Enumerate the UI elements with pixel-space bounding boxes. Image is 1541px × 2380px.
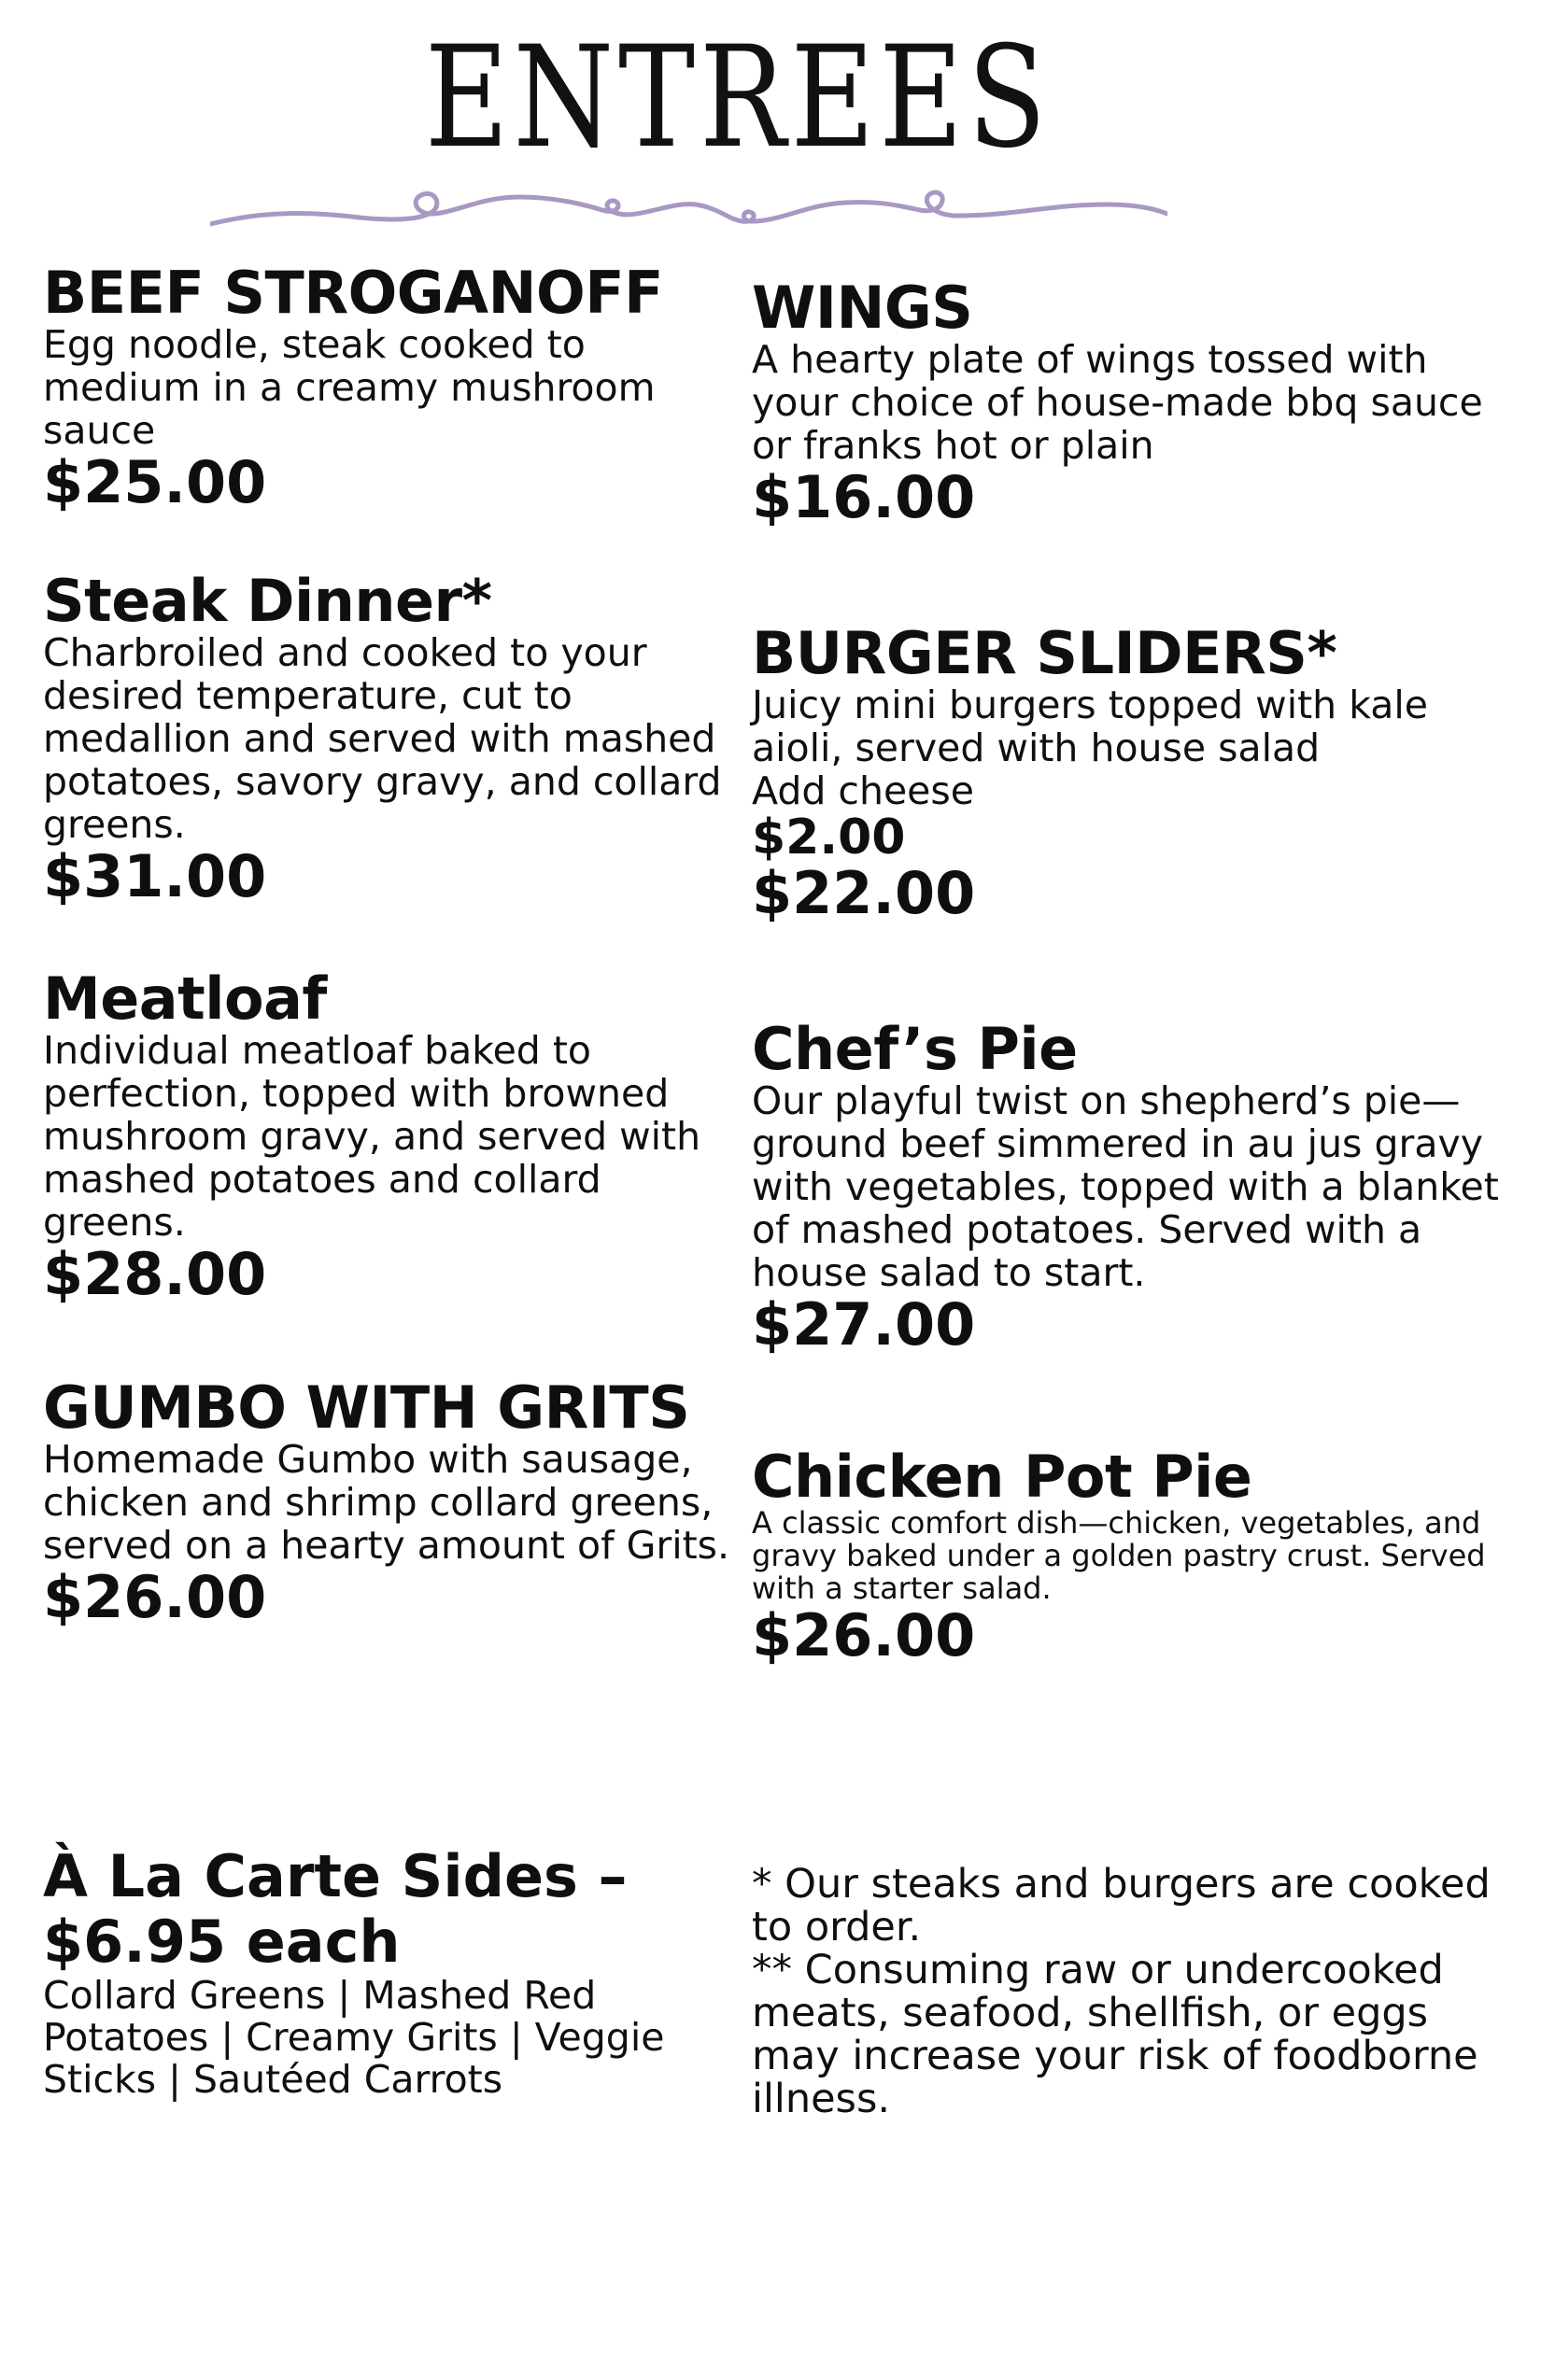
item-name: Chef’s Pie xyxy=(752,1015,1078,1083)
item-price: $25.00 xyxy=(43,448,267,516)
flourish-divider xyxy=(210,173,1167,238)
disclaimer-notes xyxy=(752,1863,1499,2120)
item-name: BEEF STROGANOFF xyxy=(43,259,663,327)
item-price: $26.00 xyxy=(43,1563,267,1631)
menu-item-meatloaf xyxy=(43,965,753,1308)
menu-item-wings xyxy=(752,274,1499,531)
menu-item-chefs-pie xyxy=(752,1015,1499,1359)
note-cooked-to-order: * Our steaks and burgers are cooked to order. xyxy=(752,1861,1491,1950)
item-name: Meatloaf xyxy=(43,965,327,1033)
note-raw-food-warning: ** Consuming raw or undercooked meats, seafood, shellfish, or eggs may increase your risk of foodborne illness. xyxy=(752,1947,1478,2122)
sides-heading: À La Carte Sides – $6.95 each xyxy=(43,1842,628,1976)
item-description: A hearty plate of wings tossed with your choice of house-made bbq sauce or franks hot or plain xyxy=(752,337,1483,468)
item-price: $28.00 xyxy=(43,1240,267,1308)
item-price: $27.00 xyxy=(752,1290,976,1359)
menu-item-steak-dinner xyxy=(43,567,753,910)
item-price: $16.00 xyxy=(752,463,976,531)
menu-item-chicken-pot-pie xyxy=(752,1443,1499,1669)
menu-item-beef-stroganoff xyxy=(43,259,753,516)
menu-item-burger-sliders xyxy=(752,619,1499,927)
item-description: Juicy mini burgers topped with kale aioli, served with house salad xyxy=(752,683,1428,770)
menu-item-gumbo-with-grits xyxy=(43,1373,753,1631)
page-title: ENTREES xyxy=(424,17,1052,179)
item-price: $31.00 xyxy=(43,842,267,910)
item-description: A classic comfort dish—chicken, vegetables, and gravy baked under a golden pastry crust. Served with a starter salad. xyxy=(752,1505,1486,1606)
sides-section xyxy=(43,1844,753,2101)
item-price: $26.00 xyxy=(752,1601,976,1669)
item-description: Our playful twist on shepherd’s pie—ground beef simmered in au jus gravy with vegetables, topped with a blanket of mashed potatoes. Served with a house salad to start. xyxy=(752,1078,1499,1295)
item-addon: Add cheese xyxy=(752,768,974,813)
item-description: Homemade Gumbo with sausage, chicken and shrimp collard greens, served on a hearty amount of Grits. xyxy=(43,1437,730,1568)
item-description: Individual meatloaf baked to perfection, topped with browned mushroom gravy, and served with mashed potatoes and collard greens. xyxy=(43,1028,701,1245)
item-name: Chicken Pot Pie xyxy=(752,1443,1252,1511)
sides-list: Collard Greens | Mashed Red Potatoes | Creamy Grits | Veggie Sticks | Sautéed Carrots xyxy=(43,1973,665,2102)
item-name: WINGS xyxy=(752,274,973,342)
item-name: BURGER SLIDERS* xyxy=(752,619,1337,687)
item-description: Charbroiled and cooked to your desired temperature, cut to medallion and served with mashed potatoes, savory gravy, and collard greens. xyxy=(43,630,722,847)
item-name: Steak Dinner* xyxy=(43,567,492,635)
item-name: GUMBO WITH GRITS xyxy=(43,1373,690,1442)
item-price: $22.00 xyxy=(752,859,976,927)
item-addon-price: $2.00 xyxy=(752,810,906,866)
item-description: Egg noodle, steak cooked to medium in a creamy mushroom sauce xyxy=(43,322,656,453)
